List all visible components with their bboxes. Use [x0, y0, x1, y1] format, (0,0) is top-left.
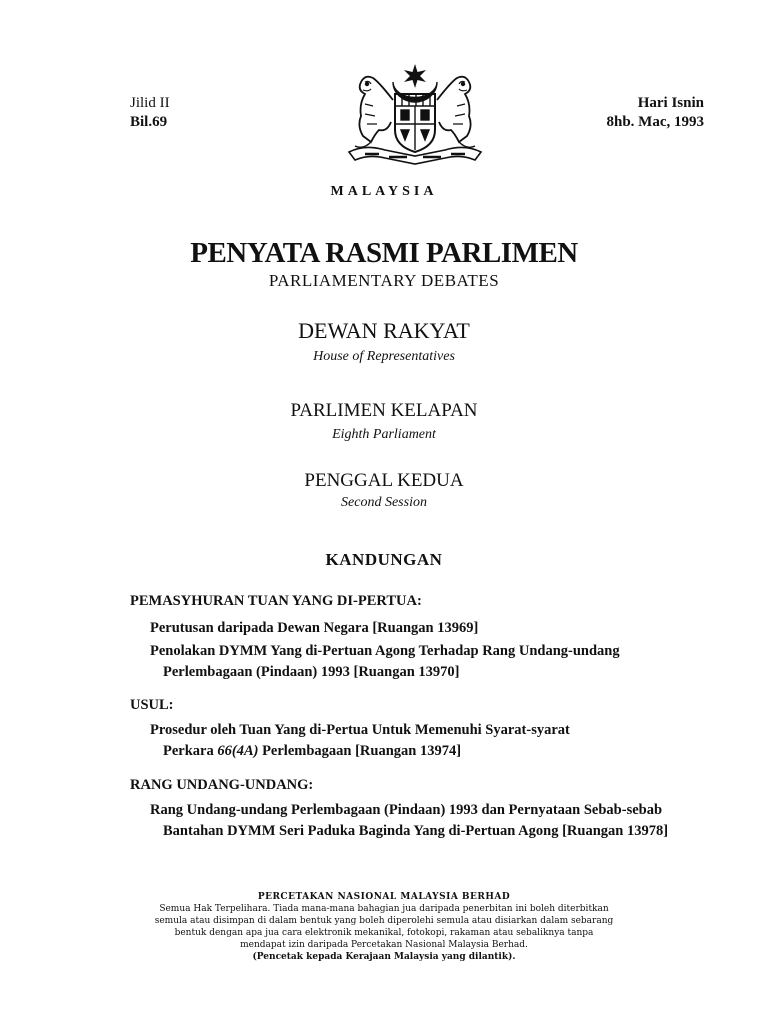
volume-label: Jilid II	[130, 95, 170, 111]
document-subtitle: PARLIAMENTARY DEBATES	[268, 271, 500, 290]
country-name: MALAYSIA	[330, 184, 438, 199]
contents-title: KANDUNGAN	[325, 550, 443, 569]
contents-item-text: Perlembagaan [Ruangan 13974]	[258, 743, 462, 759]
contents-item-text	[150, 741, 704, 762]
session-date	[607, 94, 705, 132]
contents-item-text: Perkara	[163, 743, 218, 759]
section-heading: USUL:	[130, 697, 174, 713]
parliament-name-english: Eighth Parliament	[332, 427, 436, 442]
contents-item	[150, 641, 704, 683]
contents-item	[150, 720, 704, 762]
contents-item	[150, 618, 704, 639]
date-label: 8hb. Mac, 1993	[606, 114, 704, 130]
contents-item	[150, 800, 704, 842]
contents-item-text: Perutusan daripada Dewan Negara [Ruangan 13969]	[150, 620, 479, 636]
rights-line: bentuk dengan apa jua cara elektronik mekanikal, fotokopi, rakaman atau sebaliknya tanpa	[174, 928, 594, 938]
publisher-name: PERCETAKAN NASIONAL MALAYSIA BERHAD	[257, 892, 511, 902]
issue-number: Bil.69	[130, 114, 168, 130]
day-label: Hari Isnin	[637, 95, 704, 111]
contents-item-text: Perlembagaan (Pindaan) 1993 [Ruangan 13970]	[163, 664, 460, 680]
contents-item-text: Prosedur oleh Tuan Yang di-Pertua Untuk Memenuhi Syarat-syarat	[150, 722, 570, 738]
contents-item-text: Rang Undang-undang Perlembagaan (Pindaan) 1993 dan Pernyataan Sebab-sebab	[150, 802, 663, 818]
parliament-name: PARLIMEN KELAPAN	[290, 400, 478, 421]
session-name-english: Second Session	[341, 495, 427, 510]
house-name: DEWAN RAKYAT	[298, 318, 470, 343]
contents-item-text: Penolakan DYMM Yang di-Pertuan Agong Terhadap Rang Undang-undang	[150, 643, 620, 659]
section-heading: RANG UNDANG-UNDANG:	[130, 777, 314, 793]
session-name: PENGGAL KEDUA	[304, 470, 464, 491]
article-number: 66(4A)	[217, 743, 259, 759]
house-name-english: House of Representatives	[313, 349, 455, 364]
rights-line: Semua Hak Terpelihara. Tiada mana-mana bahagian jua daripada penerbitan ini boleh diterbitkan	[159, 904, 609, 914]
malaysia-coat-of-arms-icon	[335, 60, 495, 168]
publisher-notice	[0, 891, 768, 963]
contents-item-text: Bantahan DYMM Seri Paduka Baginda Yang di-Pertuan Agong [Ruangan 13978]	[163, 823, 669, 839]
volume-info	[130, 94, 170, 132]
printer-note: (Pencetak kepada Kerajaan Malaysia yang dilantik).	[252, 952, 516, 962]
rights-line: mendapat izin daripada Percetakan Nasional Malaysia Berhad.	[240, 940, 528, 950]
document-title: PENYATA RASMI PARLIMEN	[190, 237, 578, 269]
rights-line: semula atau disimpan di dalam bentuk yang boleh diperolehi semula atau disiarkan dalam sebarang	[154, 916, 614, 926]
section-heading: PEMASYHURAN TUAN YANG DI-PERTUA:	[130, 593, 422, 609]
